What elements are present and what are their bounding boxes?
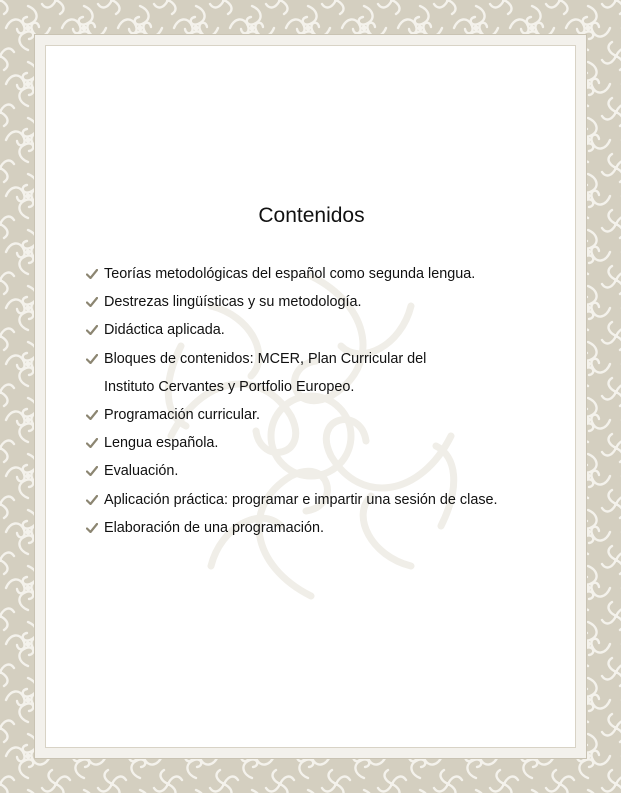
list-item-text: Lengua española. (104, 435, 219, 452)
list-item (86, 514, 498, 542)
list-item (86, 288, 498, 316)
list-item-text: Teorías metodológicas del español como segunda lengua. (104, 266, 476, 282)
check-icon (86, 354, 98, 364)
list-item-continuation: Instituto Cervantes y Portfolio Europeo. (104, 378, 355, 395)
list-item (86, 401, 498, 429)
check-icon (86, 523, 98, 533)
list-item-text: Evaluación. (104, 463, 179, 480)
list-item (86, 260, 498, 288)
content-panel (45, 45, 576, 748)
check-icon (86, 269, 98, 279)
list-item-text: Bloques de contenidos: MCER, Plan Curricular del (104, 350, 427, 367)
list-item (86, 316, 498, 344)
check-icon (86, 466, 98, 476)
list-item (86, 486, 498, 514)
check-icon (86, 438, 98, 448)
check-icon (86, 297, 98, 307)
list-item (86, 345, 498, 401)
check-icon (86, 325, 98, 335)
list-item-text: Destrezas lingüísticas y su metodología. (104, 294, 362, 311)
list-item (86, 429, 498, 457)
page-title: Contenidos (258, 204, 365, 227)
list-item-text: Elaboración de una programación. (104, 519, 324, 536)
list-item-text: Programación curricular. (104, 407, 260, 424)
check-icon (86, 410, 98, 420)
list-item (86, 457, 498, 485)
contents-list (86, 260, 498, 542)
list-item-text: Didáctica aplicada. (104, 322, 225, 339)
list-item-text: Aplicación práctica: programar e impartir una sesión de clase. (104, 491, 498, 508)
check-icon (86, 495, 98, 505)
